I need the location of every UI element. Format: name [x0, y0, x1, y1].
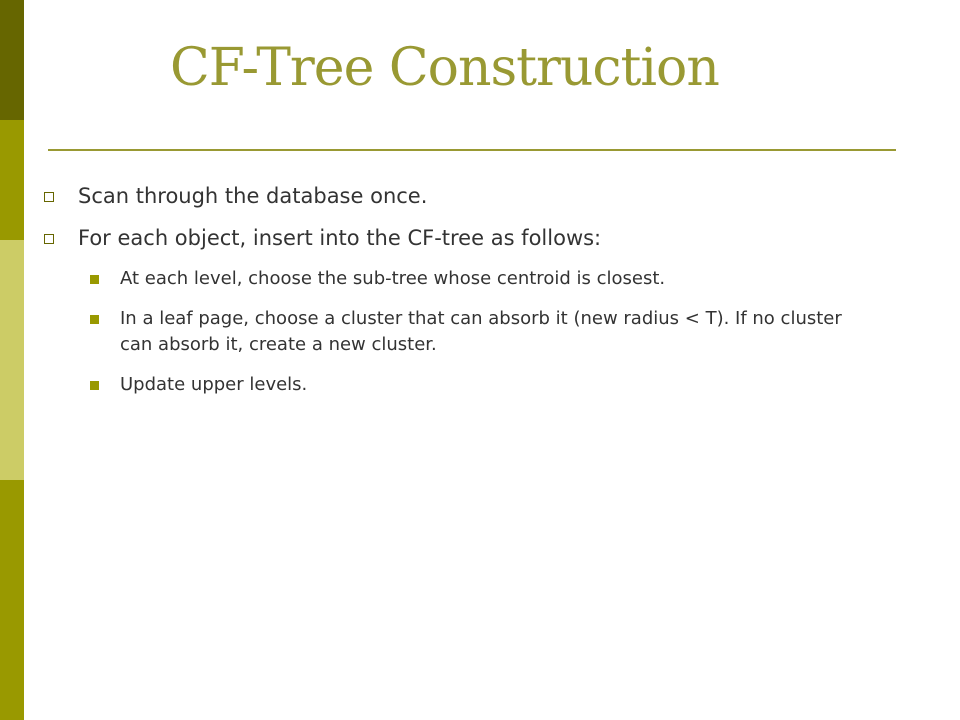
- sub-bullet-item: [90, 306, 870, 358]
- bullet-text: Scan through the database once.: [78, 184, 428, 208]
- side-band-middle: [0, 240, 24, 480]
- hollow-square-bullet-icon: [44, 234, 54, 244]
- filled-square-bullet-icon: [90, 381, 99, 390]
- sub-bullet-text: In a leaf page, choose a cluster that can absorb it (new radius < T). If no cluster can absorb it, create a new cluster.: [120, 308, 842, 355]
- title-divider: [48, 149, 896, 151]
- sub-bullet-list: [44, 266, 904, 398]
- hollow-square-bullet-icon: [44, 192, 54, 202]
- side-band-top: [0, 0, 24, 120]
- filled-square-bullet-icon: [90, 275, 99, 284]
- bullet-item: [44, 182, 904, 210]
- side-band-upper: [0, 120, 24, 240]
- sub-bullet-item: [90, 372, 870, 398]
- slide-title: CF-Tree Construction: [170, 38, 719, 98]
- filled-square-bullet-icon: [90, 315, 99, 324]
- slide-content: [44, 182, 904, 412]
- sub-bullet-item: [90, 266, 870, 292]
- bullet-text: For each object, insert into the CF-tree as follows:: [78, 226, 602, 250]
- sub-bullet-text: At each level, choose the sub-tree whose centroid is closest.: [120, 268, 666, 289]
- sub-bullet-text: Update upper levels.: [120, 374, 308, 395]
- side-band-bottom: [0, 480, 24, 720]
- bullet-item: [44, 224, 904, 252]
